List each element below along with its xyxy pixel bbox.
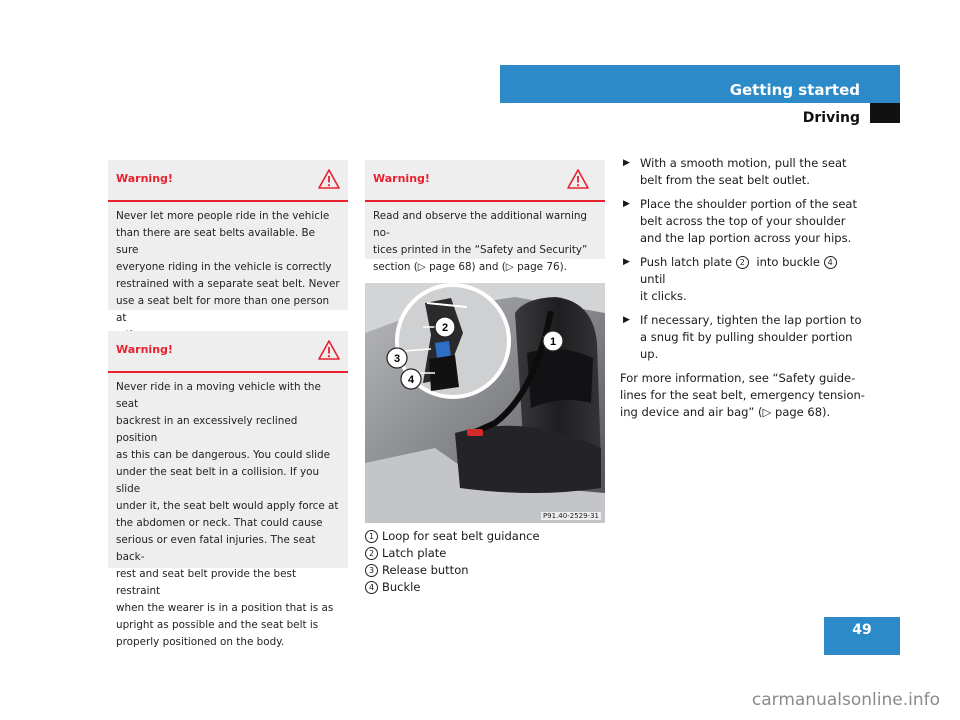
instruction-step: ▶ If necessary, tighten the lap portion to a snug fit by pulling shoulder portion up. — [623, 313, 862, 361]
warning-triangle-icon — [567, 168, 589, 190]
seat-belt-figure — [365, 283, 605, 523]
buckle-marker — [467, 429, 483, 436]
bullet-arrow-icon: ▶ — [623, 199, 630, 209]
svg-text:1: 1 — [549, 336, 557, 348]
section-title: Getting started — [729, 81, 860, 99]
instruction-step: ▶ Place the shoulder portion of the seat belt across the top of your shoulder and the lap portion across your hips. — [623, 197, 857, 245]
legend-item — [365, 562, 540, 579]
warning-text: Read and observe the additional warning no- tices printed in the “Safety and Security” section (▷ page 68) and (▷ page 76). — [373, 210, 588, 273]
bullet-arrow-icon: ▶ — [623, 315, 630, 325]
warning-triangle-icon — [318, 168, 340, 190]
warning-box-passengers — [108, 160, 348, 324]
subsection-title: Driving — [802, 110, 860, 126]
warning-text: Never ride in a moving vehicle with the seat backrest in an excessively reclined position as this can be dangerous. You could slide under the seat belt in a collision. If you slide under it, the seat belt would apply force at the abdomen or neck. That could cause serious or even fatal injuries. The seat back- rest and seat belt provide the best restraint when the wearer is in a position that is as upright as possible and the seat belt is properly positioned on the body. — [116, 381, 339, 648]
callout-1 — [543, 331, 563, 351]
legend-label: Loop for seat belt guidance — [382, 529, 540, 543]
seat-belt-illustration — [365, 283, 605, 523]
warning-triangle-icon — [318, 339, 340, 361]
bullet-arrow-icon: ▶ — [623, 257, 630, 267]
page-number-box — [824, 617, 900, 655]
legend-number: 3 — [365, 564, 378, 577]
warning-text: Never let more people ride in the vehicle than there are seat belts available. Be sure everyone riding in the vehicle is correctly restrained with a separate seat belt. Never use a seat belt for more than one person at — [116, 210, 340, 324]
instruction-step: ▶ With a smooth motion, pull the seat belt from the seat belt outlet. — [623, 156, 847, 187]
watermark: carmanualsonline.info — [751, 690, 940, 710]
warning-header — [108, 160, 348, 202]
legend-item — [365, 528, 540, 545]
svg-text:3: 3 — [393, 353, 401, 365]
legend-number: 1 — [365, 530, 378, 543]
callout-3 — [387, 348, 407, 368]
warning-title: Warning! — [116, 343, 173, 356]
warning-header — [365, 160, 605, 202]
subsection-marker — [870, 103, 900, 123]
legend-label: Release button — [382, 563, 469, 577]
legend-label: Buckle — [382, 580, 421, 594]
legend-item — [365, 545, 540, 562]
legend-item — [365, 579, 540, 596]
callout-2 — [435, 317, 455, 337]
svg-text:2: 2 — [441, 322, 449, 334]
figure-code: P91.40-2529-31 — [542, 512, 599, 520]
legend-number: 4 — [365, 581, 378, 594]
more-info-paragraph: For more information, see “Safety guide- lines for the seat belt, emergency tension- ing device and air bag” (▷ page 68). — [620, 371, 865, 419]
legend-label: Latch plate — [382, 546, 447, 560]
bullet-arrow-icon: ▶ — [623, 158, 630, 168]
page-number: 49 — [852, 622, 872, 638]
figure-legend — [365, 528, 540, 596]
legend-number: 2 — [365, 547, 378, 560]
warning-header — [108, 331, 348, 373]
warning-title: Warning! — [116, 172, 173, 185]
warning-box-reclined-seat — [108, 331, 348, 648]
instructions — [620, 155, 865, 421]
warning-title: Warning! — [373, 172, 430, 185]
svg-text:4: 4 — [407, 374, 415, 386]
inline-number: 4 — [824, 256, 837, 269]
inline-number: 2 — [736, 256, 749, 269]
warning-box-additional — [365, 160, 605, 273]
instruction-step: ▶ Push latch plate 2 into buckle 4 until it clicks. — [620, 254, 865, 305]
callout-4 — [401, 369, 421, 389]
